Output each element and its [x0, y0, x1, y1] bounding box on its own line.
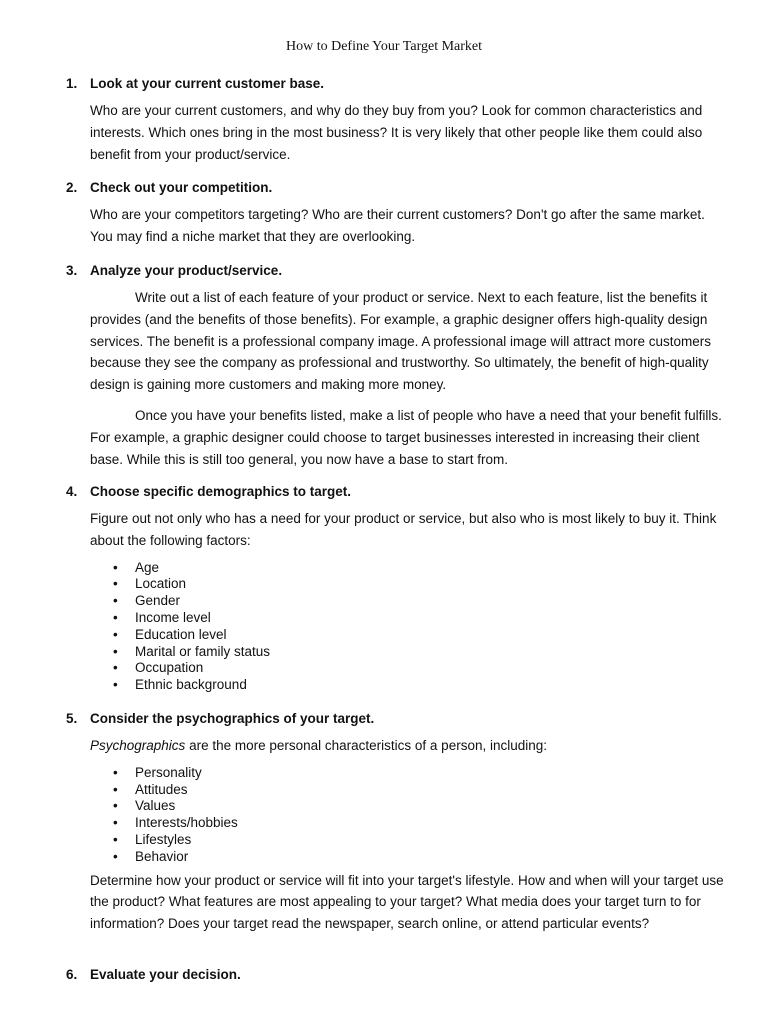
psychographics-term: Psychographics: [90, 738, 186, 753]
list-item: • Values: [135, 798, 726, 815]
section-heading-text: Analyze your product/service.: [90, 263, 283, 278]
section-number: 6.: [66, 967, 78, 982]
list-item: • Gender: [135, 593, 726, 610]
section-heading-text: Evaluate your decision.: [90, 967, 241, 982]
section-paragraph: Who are your competitors targeting? Who are their current customers? Don't go after the same market. You may find a niche market that they are overlooking.: [90, 207, 705, 244]
section-heading: [66, 178, 726, 198]
section-5: [66, 709, 726, 935]
section-heading: [66, 261, 726, 281]
list-item: • Interests/hobbies: [135, 815, 726, 832]
section-heading: [66, 965, 726, 985]
section-number: 1.: [66, 76, 78, 91]
list-item: • Attitudes: [135, 782, 726, 799]
demographics-list: [66, 560, 726, 694]
section-paragraph: Write out a list of each feature of your product or service. Next to each feature, list the benefits it provides (and the benefits of those benefits). For example, a graphic designer offers high-quality design services. The benefit is a professional company image. A professional image will attract more customers because they see the company as professional and trustworthy. So ultimately, the benefit of high-quality design is gaining more customers and making more money.: [90, 290, 712, 393]
section-heading: [66, 74, 726, 94]
list-item: • Lifestyles: [135, 832, 726, 849]
section-heading-text: Check out your competition.: [90, 180, 273, 195]
section-heading-text: Choose specific demographics to target.: [90, 484, 352, 499]
list-item: • Marital or family status: [135, 644, 726, 661]
list-item: • Ethnic background: [135, 677, 726, 694]
list-item: • Personality: [135, 765, 726, 782]
section-4: [66, 482, 726, 694]
section-1: [66, 74, 726, 165]
section-number: 5.: [66, 711, 78, 726]
page-title: How to Define Your Target Market: [285, 39, 483, 54]
list-item: • Behavior: [135, 849, 726, 866]
section-paragraph: [90, 735, 726, 757]
section-paragraph: Who are your current customers, and why do they buy from you? Look for common characteristics and interests. Which ones bring in the most business? It is very likely that other people like them could also benefit from your product/service.: [90, 103, 703, 162]
psychographics-list: [66, 765, 726, 866]
section-heading: [66, 482, 726, 502]
section-number: 2.: [66, 180, 78, 195]
list-item: • Location: [135, 576, 726, 593]
section-6: [66, 965, 726, 985]
section-3: [66, 261, 726, 470]
section-paragraph: Once you have your benefits listed, make a list of people who have a need that your benefit fulfills. For example, a graphic designer could choose to target businesses interested in increasing their client base. While this is still too general, you now have a base to start from.: [90, 407, 722, 467]
list-item: • Education level: [135, 627, 726, 644]
section-number: 3.: [66, 263, 78, 278]
section-heading-text: Consider the psychographics of your target.: [90, 711, 375, 726]
section-paragraph: Figure out not only who has a need for your product or service, but also who is most likely to buy it. Think about the following factors:: [90, 511, 717, 548]
list-item: • Income level: [135, 610, 726, 627]
list-item: • Occupation: [135, 660, 726, 677]
section-paragraph: Determine how your product or service will fit into your target's lifestyle. How and when will your target use the product? What features are most appealing to your target? What media does your target turn to for information? Does your target read the newspaper, search online, or attend particular events?: [90, 872, 724, 932]
psychographics-definition: are the more personal characteristics of a person, including:: [185, 738, 547, 753]
list-item: • Age: [135, 560, 726, 577]
section-number: 4.: [66, 484, 78, 499]
section-heading-text: Look at your current customer base.: [90, 76, 325, 91]
section-2: [66, 178, 726, 248]
section-heading: [66, 709, 726, 729]
